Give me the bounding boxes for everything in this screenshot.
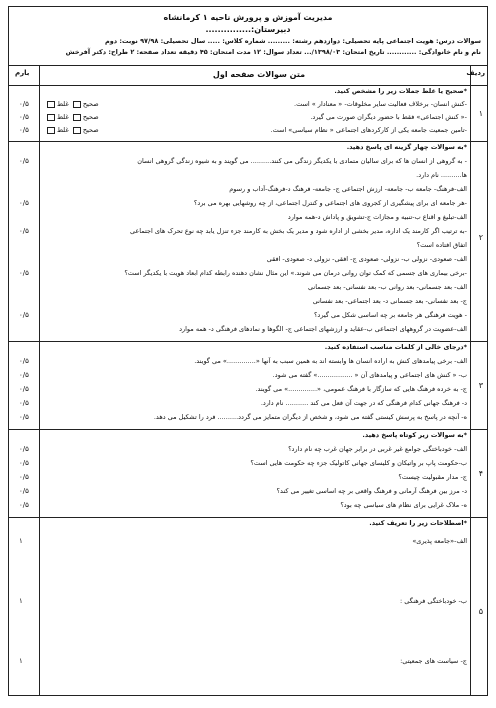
false-checkbox[interactable]	[47, 127, 55, 134]
fill-blank[interactable]: ه- آنچه در پاسخ به پرسش کیستی گفته می شود، و شخص از دیگران متمایز می گردد.......... فرد را تشکیل می دهد.	[153, 413, 467, 421]
score: ۰/۵	[19, 357, 29, 365]
short-answer[interactable]: الف- خودباختگی جوامع غیر غربی در برابر جهان غرب چه نام دارد؟	[288, 445, 467, 453]
score: ۰/۵	[19, 371, 29, 379]
question-text: ها.......... نام دارد.	[416, 171, 467, 179]
score: ۰/۵	[19, 501, 29, 509]
radif-label: ردیف	[466, 69, 485, 77]
org-name: مدیریت آموزش و پرورش ناحیه ۱ کرمانشاه	[163, 13, 333, 22]
score: ۰/۵	[19, 413, 29, 421]
statement: -تامین جمعیت جامعه یکی از کارکردهای اجتماعی « نظام سیاسی» است.	[270, 126, 467, 134]
question-5	[9, 517, 487, 695]
table-header	[9, 65, 487, 86]
score: ۰/۵	[19, 487, 29, 495]
score: ۰/۵	[19, 126, 29, 134]
answer-options[interactable]: الف-عضویت در گروههای اجتماعی ب-عقاید و ارزشهای اجتماعی ج- الگوها و نمادهای فرهنگی د- همه موارد	[179, 325, 467, 333]
true-false-options: صحیح غلط	[45, 126, 99, 134]
true-false-options: صحیح غلط	[45, 100, 99, 108]
statement: -کنش انسان- برخلاف فعالیت سایر مخلوقات- « معنادار » است.	[294, 100, 467, 108]
question-text: -به ترتیب اگر کارمند یک اداره، مدیر بخشی از اداره شود و مدیر یک بخش به کارمند جزء تنزل یابد چه نوع تحرک های اجتماعی	[129, 227, 467, 235]
short-answer[interactable]: ج- مدار مقبولیت چیست؟	[398, 473, 467, 481]
score: ۰/۵	[19, 399, 29, 407]
statement: -« کنش اجتماعی» فقط با حضور دیگران صورت می گیرد.	[310, 113, 467, 121]
fill-blank[interactable]: ج- به خرده فرهنگ هایی که سازگار با فرهنگ عمومی، «..............» می گویند.	[255, 385, 467, 393]
answer-options[interactable]: الف-تبلیغ و اقناع ب-تنبیه و مجازات ج-تشویق و پاداش د-همه موارد	[287, 213, 467, 221]
question-3	[9, 341, 487, 430]
true-checkbox[interactable]	[73, 127, 81, 134]
short-answer[interactable]: ب-حکومت پاپ بر واتیکان و کلیسای جهانی کاتولیک جزء چه حکومت هایی است؟	[250, 459, 467, 467]
true-false-options: صحیح غلط	[45, 113, 99, 121]
question-text: -هر جامعه ای برای پیشگیری از کجروی های اجتماعی و کنترل اجتماعی، از چه روشهایی بهره می برد؟	[193, 199, 467, 207]
exam-header	[9, 7, 487, 66]
short-answer[interactable]: د- مرز بین فرهنگ آرمانی و فرهنگ واقعی بر چه اساسی تغییر می کند؟	[276, 487, 467, 495]
question-number: ۳	[478, 381, 483, 390]
question-text: - به گروهی از انسان ها که برای سالیان متمادی با یکدیگر زندگی می کنند.......... می گویند و به شیوه زندگی گروهی انسان	[137, 157, 467, 165]
score: ۱	[19, 597, 23, 605]
fill-blank[interactable]: د- فرهنگ جهانی کدام فرهنگی که در جهت آن فعل می کند ........... نام دارد.	[260, 399, 467, 407]
question-text: اتفاق افتاده است؟	[416, 241, 467, 249]
score: ۰/۵	[19, 227, 29, 235]
school-name: دبیرستان:...............	[205, 25, 291, 34]
definition-prompt[interactable]: ب- خودباختگی فرهنگی :	[400, 597, 467, 605]
definition-prompt[interactable]: ج- سیاست های جمعیتی:	[400, 657, 467, 665]
exam-info-1: سوالات درس: هویت اجتماعی پایه تحصیلی: دوازدهم رشته: ......... شماره کلاس: ..... سال تحصیلی: ۹۷/۹۸ نوبت: دوم	[104, 37, 481, 45]
score: ۰/۵	[19, 445, 29, 453]
question-1	[9, 85, 487, 142]
false-checkbox[interactable]	[47, 101, 55, 108]
answer-options[interactable]: الف-فرهنگ- جامعه ب- جامعه- ارزش اجتماعی ج- جامعه- فرهنگ د-فرهنگ-آداب و رسوم	[229, 185, 467, 193]
question-2	[9, 141, 487, 342]
true-checkbox[interactable]	[73, 114, 81, 121]
score: ۱	[19, 657, 23, 665]
question-text: - هویت فرهنگی هر جامعه بر چه اساسی شکل می گیرد؟	[313, 311, 467, 319]
score: ۰/۵	[19, 199, 29, 207]
score: ۰/۵	[19, 311, 29, 319]
answer-options[interactable]: الف- بعد جسمانی- بعد روانی ب- بعد نفسانی- بعد جسمانی	[307, 283, 467, 291]
question-number: ۵	[478, 607, 483, 616]
barom-label: بارم	[15, 69, 30, 77]
question-table	[9, 65, 487, 695]
definition-prompt[interactable]: الف-«جامعه پذیری»	[412, 537, 467, 545]
table-title: متن سوالات صفحه اول	[212, 70, 306, 79]
question-number: ۴	[478, 469, 483, 478]
true-checkbox[interactable]	[73, 101, 81, 108]
question-title: *اصطلاحات زیر را تعریف کنید.	[369, 519, 467, 527]
score: ۰/۵	[19, 269, 29, 277]
short-answer[interactable]: ه- ملاک غرایی برای نظام های سیاسی چه بود؟	[340, 501, 467, 509]
exam-page	[8, 6, 488, 696]
answer-options[interactable]: الف- صعودی- نزولی ب- نزولی- صعودی ج- افقی- نزولی د- صعودی- افقی	[266, 255, 467, 263]
question-title: *به سوالات چهار گزینه ای پاسخ دهید.	[346, 143, 467, 151]
question-4	[9, 429, 487, 518]
answer-options[interactable]: ج- بعد نفسانی- بعد جسمانی د- بعد اجتماعی- بعد نفسانی	[312, 297, 467, 305]
score: ۰/۵	[19, 100, 29, 108]
score: ۰/۵	[19, 459, 29, 467]
score: ۰/۵	[19, 473, 29, 481]
score: ۰/۵	[19, 113, 29, 121]
question-text: -برخی بیماری های جسمی که کمک توان روانی درمان می شوند.» این مثال نشان دهنده رابطه کدام ابعاد هویت با یکدیگر است؟	[124, 269, 467, 277]
question-title: *درجای خالی از کلمات مناسب استفاده کنید.	[324, 343, 467, 351]
question-number: ۱	[478, 109, 483, 118]
false-checkbox[interactable]	[47, 114, 55, 121]
question-title: *صحیح یا غلط جملات زیر را مشخص کنید.	[334, 87, 467, 95]
score: ۰/۵	[19, 157, 29, 165]
score: ۰/۵	[19, 385, 29, 393]
question-number: ۲	[478, 233, 483, 242]
exam-info-2: نام و نام خانوادگی: ............ تاریخ امتحان: ۱۳۹۸/۰۳/... تعداد سوال: ۱۲ مدت امتحان: ۴۵ دقیقه تعداد صفحه: ۲ طراح: دکتر آفرخش	[65, 48, 481, 56]
fill-blank[interactable]: ب- « کنش های اجتماعی و پیامدهای آن « .................» گفته می شود.	[272, 371, 467, 379]
fill-blank[interactable]: الف- برخی پیامدهای کنش به اراده انسان ها وابسته اند به همین سبب به آنها «..............» می گویند.	[194, 357, 467, 365]
score: ۱	[19, 537, 23, 545]
question-title: *به سوالات زیر کوتاه پاسخ دهید.	[362, 431, 467, 439]
